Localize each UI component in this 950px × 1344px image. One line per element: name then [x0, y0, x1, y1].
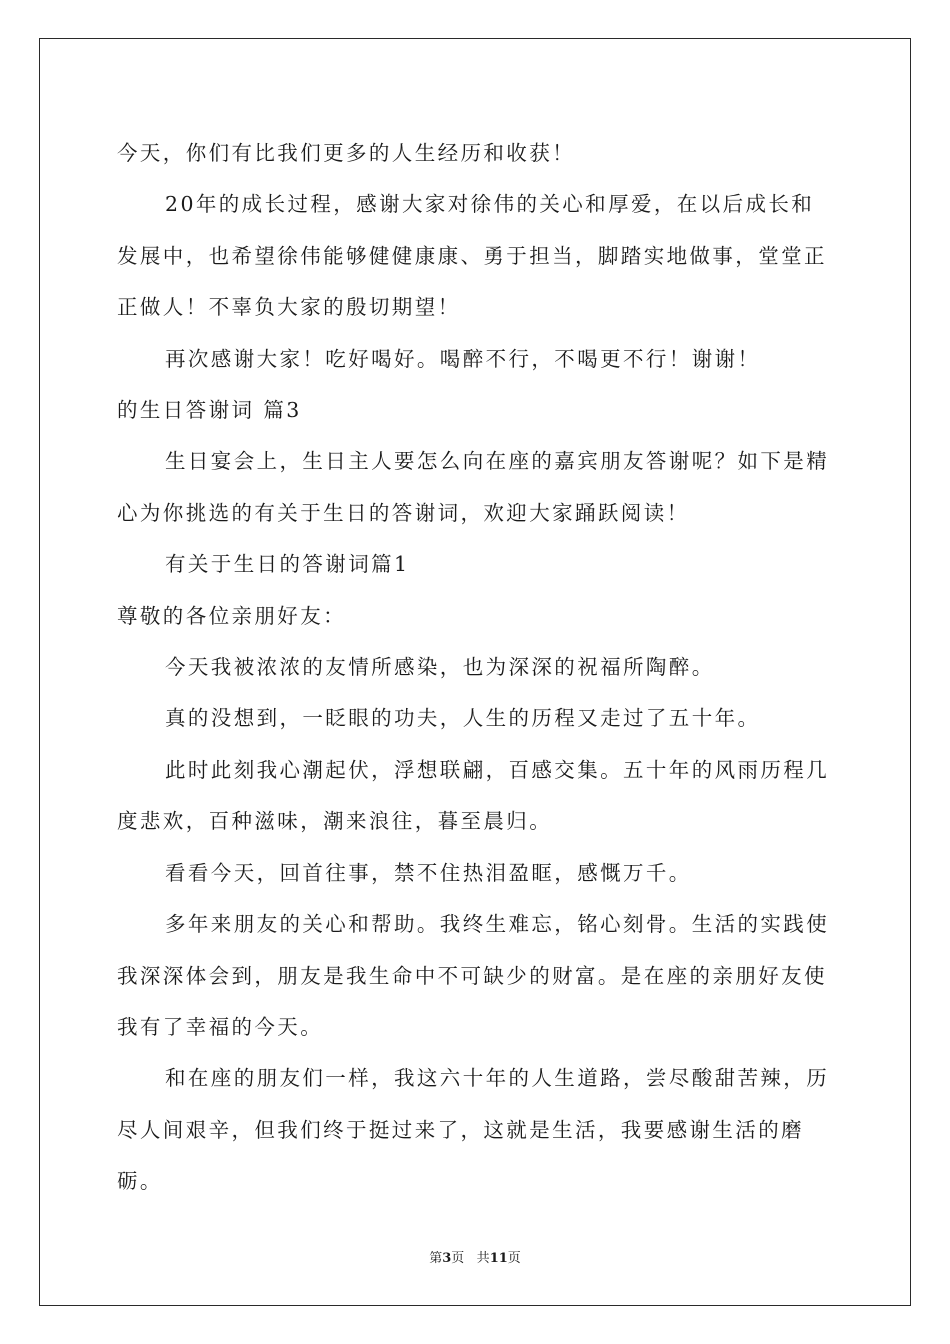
- sub-heading: 有关于生日的答谢词篇1: [165, 552, 410, 577]
- paragraph: 此时此刻我心潮起伏，浮想联翩，百感交集。五十年的风雨历程几度悲欢，百种滋味，潮来浪往，暮至晨归。: [117, 757, 830, 834]
- page-footer: [0, 1247, 950, 1266]
- total-prefix: 共: [476, 1251, 490, 1266]
- paragraph: 看看今天，回首往事，禁不住热泪盈眶，感慨万千。: [165, 860, 692, 885]
- page-number: 3: [442, 1251, 452, 1266]
- document-body: [117, 128, 833, 1208]
- paragraph: 再次感谢大家！吃好喝好。喝醉不行，不喝更不行！谢谢！: [165, 346, 761, 371]
- page-prefix: 第: [429, 1251, 443, 1266]
- paragraph: 今天我被浓浓的友情所感染，也为深深的祝福所陶醉。: [165, 655, 715, 680]
- paragraph: 生日宴会上，生日主人要怎么向在座的嘉宾朋友答谢呢？如下是精心为你挑选的有关于生日的答谢词，欢迎大家踊跃阅读！: [117, 449, 830, 525]
- total-suffix: 页: [507, 1251, 521, 1266]
- paragraph: 真的没想到，一眨眼的功夫，人生的历程又走过了五十年。: [165, 706, 761, 731]
- section-heading: 的生日答谢词 篇3: [117, 398, 302, 423]
- paragraph: 和在座的朋友们一样，我这六十年的人生道路，尝尽酸甜苦辣，历尽人间艰辛，但我们终于挺过来了，这就是生活，我要感谢生活的磨砺。: [117, 1066, 830, 1194]
- total-pages: 11: [489, 1251, 508, 1266]
- paragraph: 今天，你们有比我们更多的人生经历和收获！: [117, 141, 575, 165]
- paragraph: 多年来朋友的关心和帮助。我终生难忘，铭心刻骨。生活的实践使我深深体会到，朋友是我生命中不可缺少的财富。是在座的亲朋好友使我有了幸福的今天。: [117, 912, 830, 1039]
- page-suffix: 页: [451, 1251, 465, 1266]
- salutation: 尊敬的各位亲朋好友：: [117, 603, 346, 628]
- paragraph: 20年的成长过程，感谢大家对徐伟的关心和厚爱，在以后成长和发展中，也希望徐伟能够健健康康、勇于担当，脚踏实地做事，堂堂正正做人！不辜负大家的殷切期望！: [117, 192, 827, 320]
